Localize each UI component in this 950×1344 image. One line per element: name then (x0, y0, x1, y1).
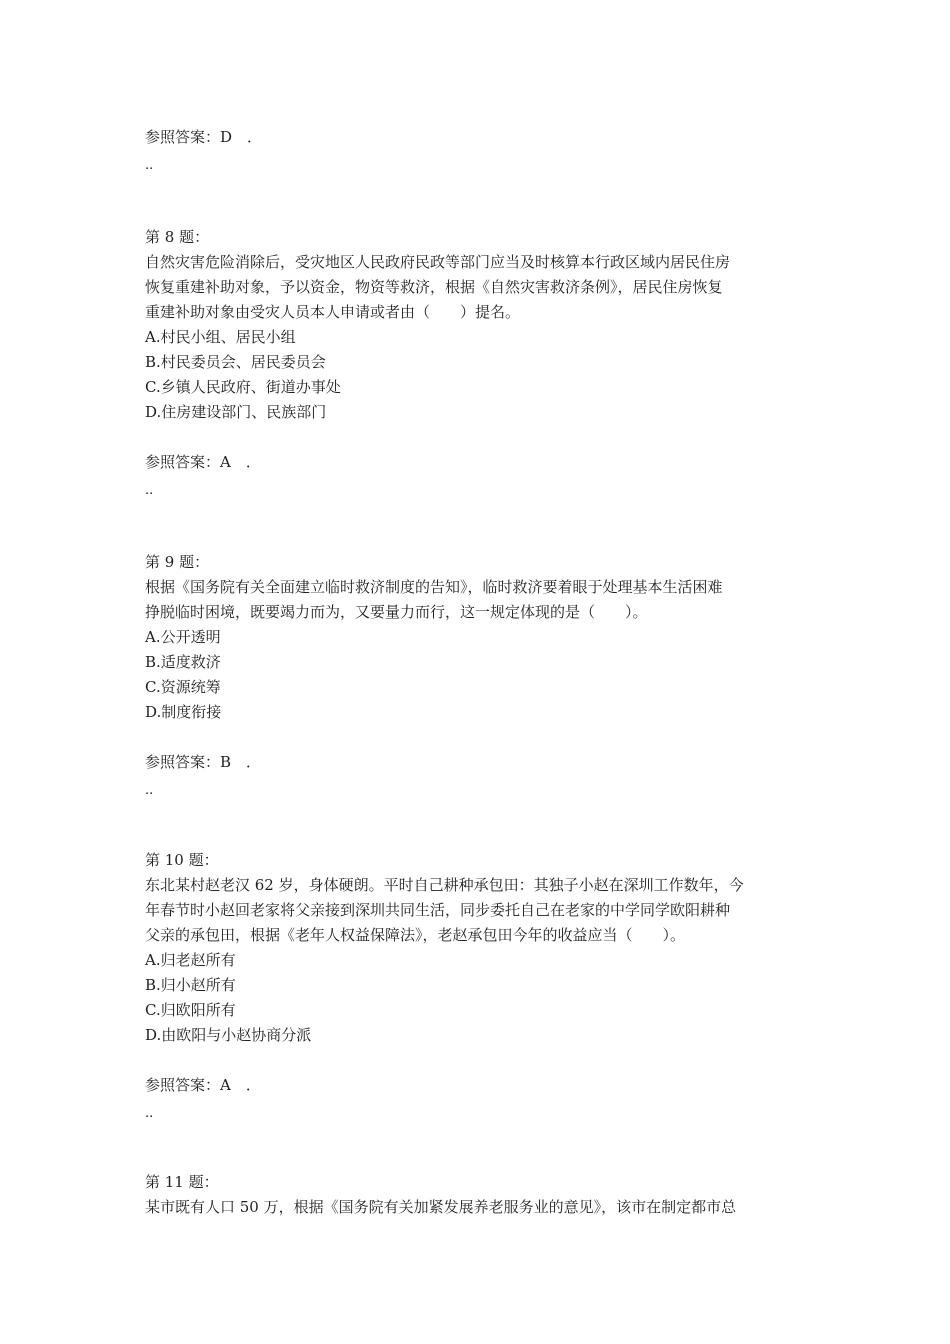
answer-line: 参照答案：D ． (145, 128, 263, 146)
question-stem-line: 父亲的承包田，根据《老年人权益保障法》，老赵承包田今年的收益应当（ ）。 (145, 926, 686, 944)
question-stem-line: 年春节时小赵回老家将父亲接到深圳共同生活，同步委托自己在老家的中学同学欧阳耕种 (145, 901, 731, 919)
question-number: 第 11 题： (145, 1173, 219, 1191)
separator-dots: .. (145, 1104, 154, 1121)
option-d: D.制度衔接 (145, 703, 222, 721)
separator-dots: .. (145, 781, 154, 798)
question-stem-line: 自然灾害危险消除后，受灾地区人民政府民政等部门应当及时核算本行政区域内居民住房 (145, 253, 731, 271)
answer-line: 参照答案：A ． (145, 1076, 261, 1094)
question-stem-line: 根据《国务院有关全面建立临时救济制度的告知》，临时救济要着眼于处理基本生活困难 (145, 578, 723, 596)
option-b: B.适度救济 (145, 653, 221, 671)
question-stem-line: 挣脱临时困境，既要竭力而为，又要量力而行，这一规定体现的是（ ）。 (145, 603, 648, 621)
separator-dots: .. (145, 156, 154, 173)
question-stem-line: 恢复重建补助对象，予以资金，物资等救济，根据《自然灾害救济条例》，居民住房恢复 (145, 278, 723, 296)
option-d: D.由欧阳与小赵协商分派 (145, 1026, 312, 1044)
answer-line: 参照答案：A ． (145, 453, 261, 471)
option-a: A.村民小组、居民小组 (145, 328, 296, 346)
option-a: A.公开透明 (145, 628, 221, 646)
option-a: A.归老赵所有 (145, 951, 236, 969)
option-c: C.资源统筹 (145, 678, 221, 696)
question-stem-line: 重建补助对象由受灾人员本人申请或者由（ ）提名。 (145, 303, 521, 321)
question-number: 第 10 题： (145, 851, 219, 869)
option-b: B.村民委员会、居民委员会 (145, 353, 326, 371)
question-number: 第 8 题： (145, 228, 210, 246)
separator-dots: .. (145, 481, 154, 498)
question-stem-line: 东北某村赵老汉 62 岁，身体硬朗。平时自己耕种承包田：其独子小赵在深圳工作数年，今 (145, 876, 744, 894)
answer-line: 参照答案：B ． (145, 753, 262, 771)
question-number: 第 9 题： (145, 553, 210, 571)
option-c: C.乡镇人民政府、街道办事处 (145, 378, 341, 396)
option-c: C.归欧阳所有 (145, 1001, 236, 1019)
option-d: D.住房建设部门、民族部门 (145, 403, 327, 421)
question-stem-line: 某市既有人口 50 万，根据《国务院有关加紧发展养老服务业的意见》，该市在制定都市总 (145, 1198, 737, 1216)
option-b: B.归小赵所有 (145, 976, 236, 994)
